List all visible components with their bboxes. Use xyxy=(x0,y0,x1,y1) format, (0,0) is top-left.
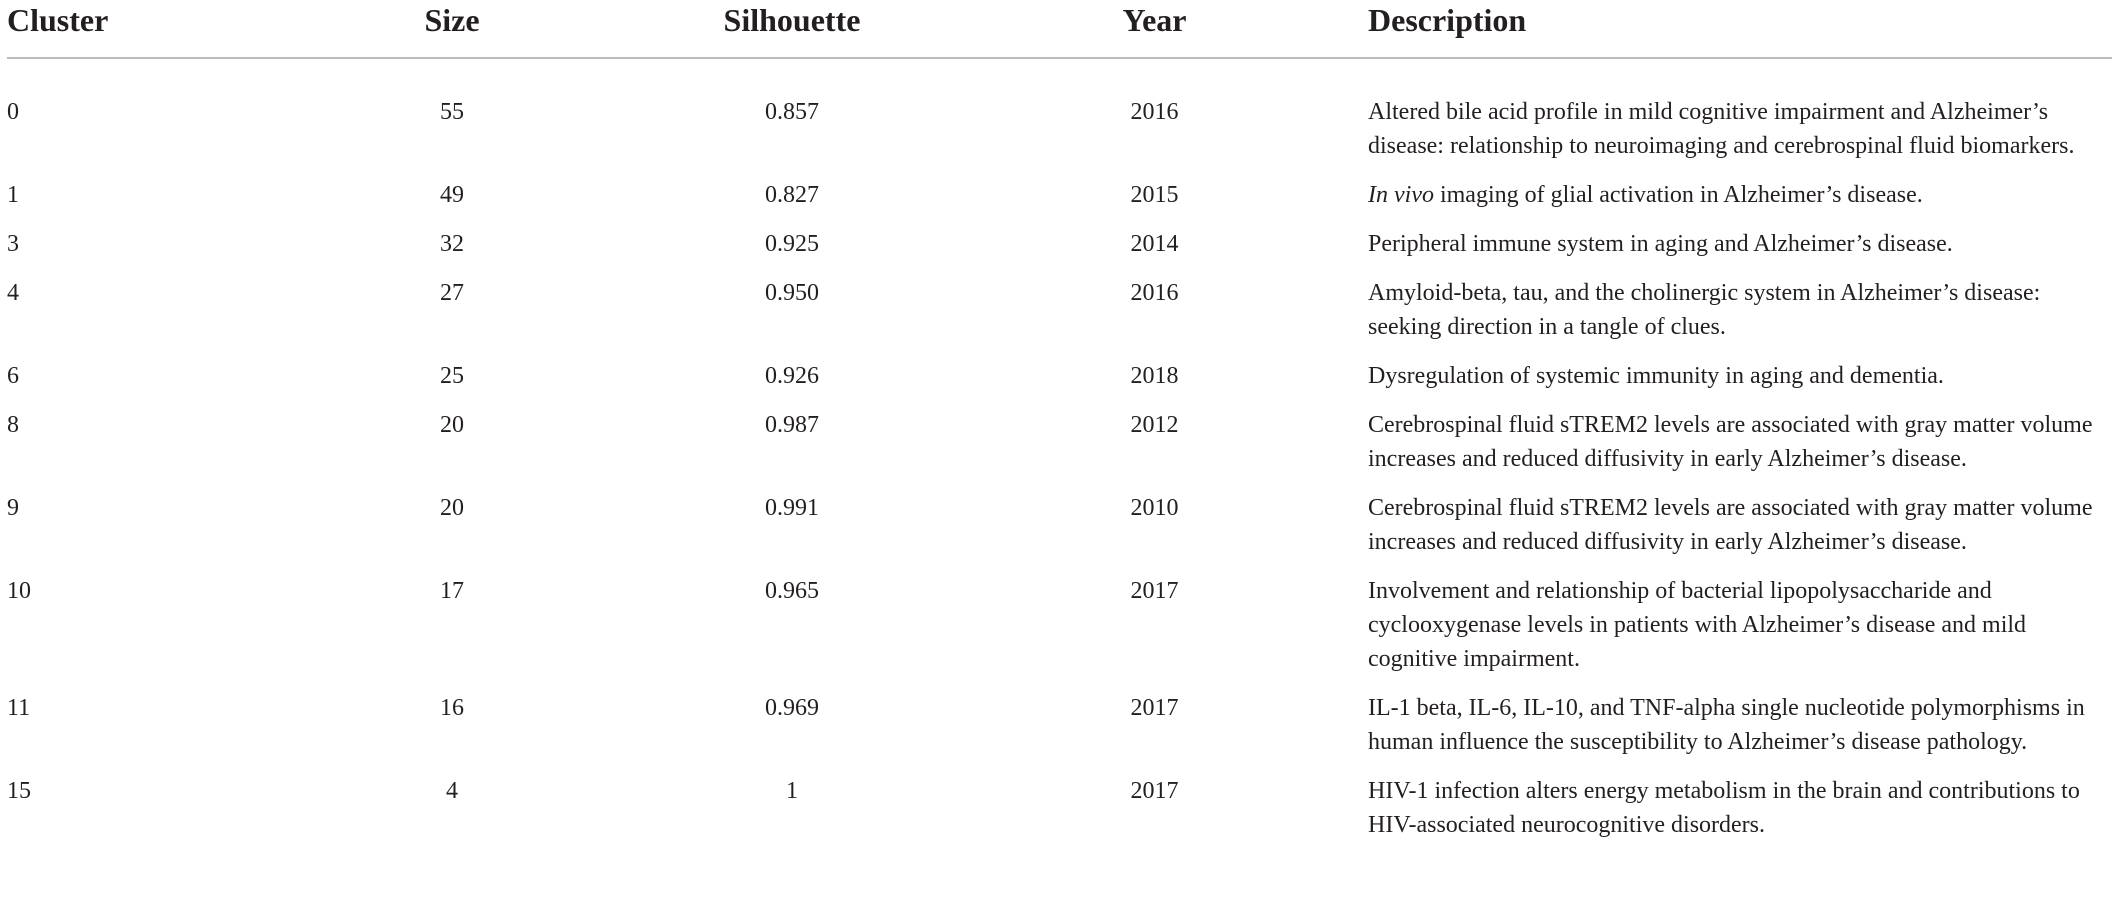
cell-cluster: 0 xyxy=(7,99,19,125)
cell-silhouette: 0.925 xyxy=(765,231,819,257)
cell-size: 20 xyxy=(440,412,464,438)
header-silhouette: Silhouette xyxy=(637,0,947,58)
cell-year: 2015 xyxy=(1130,182,1179,208)
cell-cluster: 4 xyxy=(7,280,19,306)
cell-cluster: 10 xyxy=(7,578,31,604)
cell-year: 2017 xyxy=(1130,578,1179,604)
table-row xyxy=(7,359,2112,408)
table-row xyxy=(7,227,2112,276)
cell-size: 20 xyxy=(440,495,464,521)
cell-silhouette: 0.991 xyxy=(765,495,819,521)
cell-silhouette: 0.857 xyxy=(765,99,819,125)
cell-cluster: 6 xyxy=(7,363,19,389)
cell-description: Peripheral immune system in aging and Alzheimer’s disease. xyxy=(1368,231,1953,257)
cell-year: 2016 xyxy=(1130,99,1179,125)
cell-silhouette: 0.965 xyxy=(765,578,819,604)
table-header xyxy=(7,0,2112,58)
cell-description: Cerebrospinal fluid sTREM2 levels are associated with gray matter volume increases and reduced diffusivity in early Alzheimer’s disease. xyxy=(1368,495,2093,555)
description-text: imaging of glial activation in Alzheimer’s disease. xyxy=(1433,182,1923,208)
cell-size: 25 xyxy=(440,363,464,389)
table-row xyxy=(7,774,2112,857)
cell-silhouette: 0.827 xyxy=(765,182,819,208)
cell-silhouette: 0.950 xyxy=(765,280,819,306)
cell-silhouette: 0.926 xyxy=(765,363,819,389)
cell-description: HIV-1 infection alters energy metabolism in the brain and contributions to HIV-associated neurocognitive disorders. xyxy=(1368,778,2080,838)
header-description: Description xyxy=(1362,0,2112,58)
cell-description: IL-1 beta, IL-6, IL-10, and TNF-alpha single nucleotide polymorphisms in human influence the susceptibility to Alzheimer’s disease pathology. xyxy=(1368,695,2085,755)
cell-size: 4 xyxy=(446,778,458,804)
header-size: Size xyxy=(267,0,637,58)
table-row xyxy=(7,691,2112,774)
header-cluster: Cluster xyxy=(7,0,267,58)
cell-silhouette: 1 xyxy=(786,778,798,804)
cell-description xyxy=(1362,178,2112,227)
cell-size: 16 xyxy=(440,695,464,721)
cell-description: Altered bile acid profile in mild cognitive impairment and Alzheimer’s disease: relationship to neuroimaging and cerebrospinal fluid biomarkers. xyxy=(1368,99,2075,159)
cell-description: Dysregulation of systemic immunity in aging and dementia. xyxy=(1368,363,1944,389)
table-row xyxy=(7,574,2112,691)
cell-year: 2017 xyxy=(1130,778,1179,804)
table-row xyxy=(7,408,2112,491)
cell-cluster: 11 xyxy=(7,695,31,721)
cell-cluster: 15 xyxy=(7,778,31,804)
cell-description: Amyloid-beta, tau, and the cholinergic system in Alzheimer’s disease: seeking direction in a tangle of clues. xyxy=(1368,280,2041,340)
table-row xyxy=(7,58,2112,178)
table-row xyxy=(7,276,2112,359)
cell-year: 2010 xyxy=(1130,495,1179,521)
cell-cluster: 3 xyxy=(7,231,19,257)
table-body xyxy=(7,58,2112,857)
cell-cluster: 8 xyxy=(7,412,19,438)
table-row xyxy=(7,491,2112,574)
table-row xyxy=(7,178,2112,227)
cell-cluster: 9 xyxy=(7,495,19,521)
cell-year: 2014 xyxy=(1130,231,1179,257)
cluster-table xyxy=(7,0,2112,857)
cell-year: 2012 xyxy=(1130,412,1179,438)
cell-silhouette: 0.987 xyxy=(765,412,819,438)
cell-size: 32 xyxy=(440,231,464,257)
cell-description: Involvement and relationship of bacterial lipopolysaccharide and cyclooxygenase levels in patients with Alzheimer’s disease and mild cognitive impairment. xyxy=(1368,578,2027,672)
cell-size: 55 xyxy=(440,99,464,125)
cell-silhouette: 0.969 xyxy=(765,695,819,721)
cell-year: 2018 xyxy=(1130,363,1179,389)
description-italic-prefix: In vivo xyxy=(1368,182,1434,208)
cell-size: 27 xyxy=(440,280,464,306)
cell-year: 2017 xyxy=(1130,695,1179,721)
cell-size: 49 xyxy=(440,182,464,208)
cell-description: Cerebrospinal fluid sTREM2 levels are associated with gray matter volume increases and reduced diffusivity in early Alzheimer’s disease. xyxy=(1368,412,2093,472)
cell-cluster: 1 xyxy=(7,182,19,208)
header-year: Year xyxy=(947,0,1362,58)
header-row xyxy=(7,0,2112,58)
cell-year: 2016 xyxy=(1130,280,1179,306)
cell-size: 17 xyxy=(440,578,464,604)
